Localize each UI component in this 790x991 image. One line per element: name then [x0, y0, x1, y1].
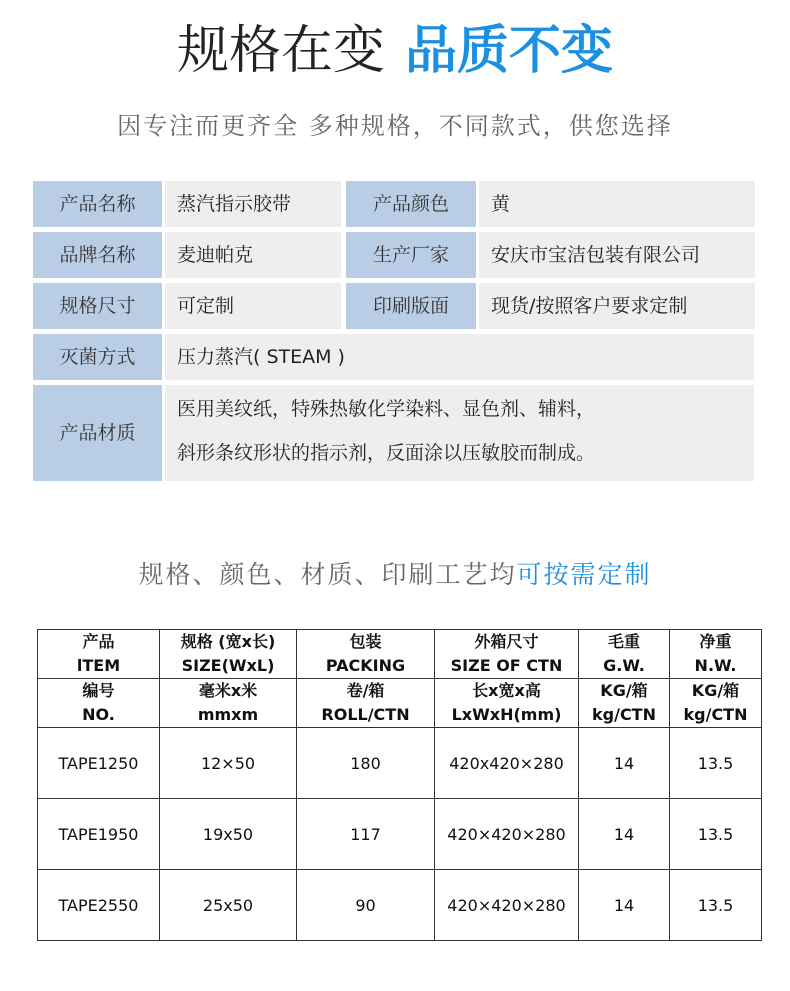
- table-row: [38, 799, 762, 870]
- table-cell: 420x420×280: [435, 728, 579, 799]
- spec-row-material: [33, 385, 757, 481]
- headline-part2: 品质不变: [405, 21, 614, 81]
- spec-value: 麦迪帕克: [165, 232, 341, 278]
- spec-label: 灭菌方式: [33, 334, 162, 380]
- table-cell: 14: [579, 870, 670, 941]
- header-cell: KG/箱 kg/CTN: [670, 679, 762, 728]
- table-cell: 420×420×280: [435, 799, 579, 870]
- spec-info-grid: [33, 181, 757, 486]
- table-header-row: [38, 679, 762, 728]
- spec-value-material: [165, 385, 754, 481]
- table-cell: 13.5: [670, 799, 762, 870]
- table-row: [38, 870, 762, 941]
- header-cell: 规格 (宽x长) SIZE(WxL): [160, 630, 297, 679]
- spec-value: 安庆市宝洁包装有限公司: [479, 232, 755, 278]
- spec-label: 印刷版面: [346, 283, 476, 329]
- table-cell: 14: [579, 728, 670, 799]
- spec-label: 品牌名称: [33, 232, 162, 278]
- header-cell: 毫米x米 mmxm: [160, 679, 297, 728]
- customization-text: 规格、颜色、材质、印刷工艺均: [138, 560, 517, 589]
- table-header-row: [38, 630, 762, 679]
- header-cell: KG/箱 kg/CTN: [579, 679, 670, 728]
- table-cell: 13.5: [670, 728, 762, 799]
- header-cell: 产品 lTEM: [38, 630, 160, 679]
- header-cell: 净重 N.W.: [670, 630, 762, 679]
- table-cell: 25x50: [160, 870, 297, 941]
- table-cell: TAPE2550: [38, 870, 160, 941]
- spec-label: 生产厂家: [346, 232, 476, 278]
- subtitle: 因专注而更齐全 多种规格，不同款式，供您选择: [117, 112, 673, 140]
- spec-value: 蒸汽指示胶带: [165, 181, 341, 227]
- product-table: [37, 629, 762, 941]
- header-cell: 长x宽x高 LxWxH(mm): [435, 679, 579, 728]
- table-cell: 420×420×280: [435, 870, 579, 941]
- table-cell: 180: [297, 728, 435, 799]
- spec-row: [33, 232, 757, 278]
- table-cell: TAPE1250: [38, 728, 160, 799]
- spec-value: 现货/按照客户要求定制: [479, 283, 755, 329]
- headline: [0, 12, 790, 90]
- header-cell: 卷/箱 ROLL/CTN: [297, 679, 435, 728]
- spec-label: 规格尺寸: [33, 283, 162, 329]
- table-cell: 19x50: [160, 799, 297, 870]
- header-cell: 外箱尺寸 SIZE OF CTN: [435, 630, 579, 679]
- table-cell: TAPE1950: [38, 799, 160, 870]
- table-cell: 117: [297, 799, 435, 870]
- spec-label: 产品颜色: [346, 181, 476, 227]
- spec-row: [33, 181, 757, 227]
- header-cell: 包装 PACKING: [297, 630, 435, 679]
- headline-part1: 规格在变: [176, 21, 385, 81]
- spec-value: 压力蒸汽( STEAM ): [165, 334, 754, 380]
- spec-value: 黄: [479, 181, 755, 227]
- spec-row: [33, 283, 757, 329]
- customization-highlight: 可按需定制: [516, 560, 652, 589]
- spec-label: 产品材质: [33, 385, 162, 481]
- spec-row-sterilization: [33, 334, 757, 380]
- table-cell: 13.5: [670, 870, 762, 941]
- header-cell: 编号 NO.: [38, 679, 160, 728]
- customization-note: [0, 555, 790, 595]
- table-cell: 14: [579, 799, 670, 870]
- header-cell: 毛重 G.W.: [579, 630, 670, 679]
- spec-label: 产品名称: [33, 181, 162, 227]
- table-row: [38, 728, 762, 799]
- material-line-1: 医用美纹纸，特殊热敏化学染料、显色剂、辅料，: [177, 398, 596, 420]
- table-cell: 90: [297, 870, 435, 941]
- material-line-2: 斜形条纹形状的指示剂，反面涂以压敏胶而制成。: [177, 442, 596, 464]
- spec-value: 可定制: [165, 283, 341, 329]
- table-cell: 12×50: [160, 728, 297, 799]
